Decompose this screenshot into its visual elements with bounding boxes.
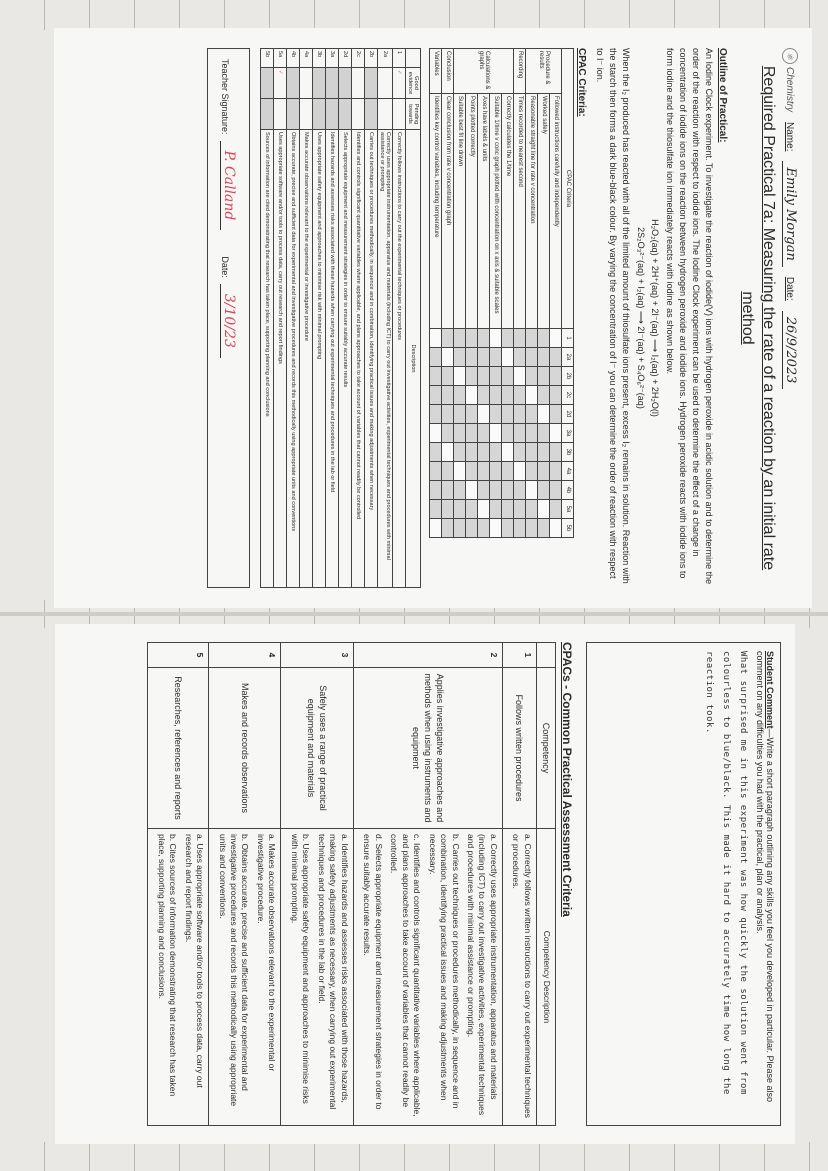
evidence-description: Selects appropriate equipment and measurement strategies in order to ensure suitably accurate results xyxy=(339,130,352,588)
criteria-cell[interactable] xyxy=(514,500,526,519)
criteria-cell[interactable] xyxy=(442,424,454,443)
criteria-cell[interactable] xyxy=(442,405,454,424)
criteria-cell[interactable] xyxy=(478,348,490,367)
num-header xyxy=(536,643,555,668)
criteria-cell[interactable] xyxy=(514,367,526,386)
criteria-cell[interactable] xyxy=(538,519,550,538)
criteria-row xyxy=(478,49,490,538)
criteria-cell[interactable] xyxy=(526,367,538,386)
criteria-column-3b: 3b xyxy=(562,443,574,462)
cpac-criteria-heading: CPAC Criteria: xyxy=(576,48,588,117)
competency-row xyxy=(353,643,502,1126)
criteria-cell[interactable] xyxy=(502,329,514,348)
criteria-cell[interactable] xyxy=(430,500,442,519)
criteria-cell[interactable] xyxy=(538,462,550,481)
student-comment-heading: Student Comment xyxy=(765,651,775,729)
competency-description-item: b. Carries out techniques or procedures methodically, in sequence and in combination, identifying practical issues and making adjustments when necessary. xyxy=(427,834,461,1109)
criteria-text: Followed instructions carefully and independently xyxy=(550,94,562,329)
competency-description-item: b. Uses appropriate safety equipment and approaches to minimise risks with minimal prompting. xyxy=(289,834,312,1104)
atom-icon: ⚛ xyxy=(782,48,798,64)
criteria-row xyxy=(538,49,550,538)
criteria-cell[interactable] xyxy=(430,405,442,424)
good-evidence-cell[interactable]: ✓ xyxy=(274,68,287,99)
evidence-row xyxy=(352,49,365,588)
criteria-cell[interactable] xyxy=(490,386,502,405)
evidence-id: 2c xyxy=(352,49,365,68)
criteria-text: Times recorded to nearest second xyxy=(514,94,526,329)
competency-row xyxy=(502,643,536,1126)
evidence-header: Pending towards xyxy=(406,99,421,130)
criteria-cell[interactable] xyxy=(430,443,442,462)
criteria-cell[interactable] xyxy=(502,481,514,500)
teacher-signature-field[interactable]: P. Calland xyxy=(220,141,237,231)
criteria-cell[interactable] xyxy=(430,329,442,348)
criteria-cell[interactable] xyxy=(478,519,490,538)
evidence-id: 2d xyxy=(339,49,352,68)
criteria-group-label: Recording xyxy=(514,49,526,94)
criteria-cell[interactable] xyxy=(550,405,562,424)
competency-row xyxy=(281,643,353,1126)
criteria-cell[interactable] xyxy=(442,462,454,481)
criteria-cell[interactable] xyxy=(466,424,478,443)
evidence-id: 2a xyxy=(378,49,393,68)
criteria-cell[interactable] xyxy=(514,424,526,443)
evidence-description: Sources of information are cited demonstrating that research has taken place, supporting planning and conclusions xyxy=(261,130,274,588)
criteria-row xyxy=(430,49,442,538)
evidence-row xyxy=(378,49,393,588)
date-field[interactable]: 26/9/2023 xyxy=(782,311,798,390)
page-fold xyxy=(0,612,828,616)
criteria-cell[interactable] xyxy=(550,329,562,348)
criteria-column-4b: 4b xyxy=(562,481,574,500)
criteria-cell[interactable] xyxy=(466,500,478,519)
outline-text: An Iodine Clock experiment. To investigate the reaction of iodide(V) ions with hydrogen peroxide in acidic solution and to determine the order of the reaction with respect to iodide ions. The Iodine Clock experiment can be used to determine the effect of a change in concentration of iodide ions on the reaction between hydrogen peroxide and iodide ions. Hydrogen peroxide reacts with iodide ions to form iodine and the thiosulfate ion immediately reacts with iodine as shown below. xyxy=(665,48,715,585)
criteria-cell[interactable] xyxy=(442,367,454,386)
criteria-group-label: Calculations & graphs xyxy=(454,49,514,94)
criteria-cell[interactable] xyxy=(538,500,550,519)
criteria-cell[interactable] xyxy=(442,519,454,538)
pending-cell[interactable] xyxy=(313,99,326,130)
competency-description-item: a. Uses appropriate software and/or tools to process data, carry out research and report findings. xyxy=(183,834,206,1088)
cpac-assessment-table xyxy=(147,642,556,1126)
evidence-row xyxy=(339,49,352,588)
criteria-column-4a: 4a xyxy=(562,462,574,481)
criteria-cell[interactable] xyxy=(430,462,442,481)
evidence-description: Identifies hazards and assesses risks associated with these hazards when carrying out experimental techniques and procedures in the lab or field xyxy=(326,130,339,588)
criteria-cell[interactable] xyxy=(454,481,466,500)
criteria-cell[interactable] xyxy=(442,329,454,348)
criteria-text: Reasonable straight line for rate v concentration xyxy=(526,94,538,329)
criteria-column-1: 1 xyxy=(562,329,574,348)
worksheet-page xyxy=(54,28,812,608)
criteria-cell[interactable] xyxy=(466,405,478,424)
competency-descriptions xyxy=(281,829,353,1126)
criteria-column-3a: 3a xyxy=(562,424,574,443)
evidence-description: Obtains accurate, precise and sufficient data for experimental and investigative procedures and records this methodically using appropriate units and conventions xyxy=(287,130,300,588)
notebook-lines-top xyxy=(0,0,828,30)
criteria-cell[interactable] xyxy=(478,367,490,386)
criteria-row xyxy=(490,49,502,538)
name-label: Name: xyxy=(784,122,796,152)
good-evidence-cell[interactable] xyxy=(326,68,339,99)
criteria-cell[interactable] xyxy=(502,519,514,538)
criteria-cell[interactable] xyxy=(502,443,514,462)
criteria-cell[interactable] xyxy=(502,424,514,443)
criteria-cell[interactable] xyxy=(430,424,442,443)
outline-heading: Outline of Practical: xyxy=(717,48,729,143)
criteria-cell[interactable] xyxy=(466,329,478,348)
criteria-cell[interactable] xyxy=(502,348,514,367)
pending-cell[interactable] xyxy=(261,99,274,130)
criteria-cell[interactable] xyxy=(430,481,442,500)
criteria-row xyxy=(442,49,454,538)
evidence-row xyxy=(287,49,300,588)
criteria-cell[interactable] xyxy=(490,481,502,500)
criteria-cell[interactable] xyxy=(526,405,538,424)
pending-cell[interactable] xyxy=(287,99,300,130)
criteria-group-label: Procedure & results xyxy=(526,49,562,94)
criteria-cell[interactable] xyxy=(502,386,514,405)
criteria-cell[interactable] xyxy=(478,386,490,405)
criteria-cell[interactable] xyxy=(550,424,562,443)
criteria-cell[interactable] xyxy=(430,367,442,386)
criteria-column-5b: 5b xyxy=(562,519,574,538)
criteria-text: Correctly calculates the 1/time xyxy=(502,94,514,329)
evidence-id: 5a xyxy=(274,49,287,68)
criteria-column-2d: 2d xyxy=(562,405,574,424)
evidence-row xyxy=(300,49,313,588)
competency-description-item: c. Identifies and controls significant quantitative variables where applicable, and plans approaches to take account of variables that cannot readily be controlled. xyxy=(389,834,423,1117)
evidence-row xyxy=(365,49,378,588)
description-header: Competency Description xyxy=(536,829,555,1126)
criteria-header: CPAC Criteria xyxy=(562,49,574,329)
worksheet-header xyxy=(782,48,798,588)
equation-1: H₂O₂(aq) + 2H⁺(aq) + 2I⁻(aq) ⟶ I₂(aq) + 2H₂O(l) xyxy=(650,219,661,417)
student-comment-prompt: —Write a short paragraph outlining any skills you feel you developed in particular. Please also comment on any difficulties you had with the practical, plan or analysis. xyxy=(755,651,775,1103)
competency-number: 3 xyxy=(281,643,353,668)
criteria-cell[interactable] xyxy=(430,519,442,538)
criteria-cell[interactable] xyxy=(502,367,514,386)
student-comment-text[interactable]: What surprised me in this experiment was how quickly the solution went from colourless to blue/black. This made it hard to accurately time how long the reaction took. xyxy=(703,651,748,1095)
competency-name: Makes and records observations xyxy=(209,668,281,829)
competency-name: Safely uses a range of practical equipment and materials xyxy=(281,668,353,829)
criteria-cell[interactable] xyxy=(454,519,466,538)
criteria-text: Identifies key control variables, including temperature xyxy=(430,94,442,329)
evidence-row xyxy=(326,49,339,588)
criteria-text: Suitable 1/time v conc graph plotted with concentration on x axis & suitable scales xyxy=(490,94,502,329)
criteria-cell[interactable] xyxy=(502,500,514,519)
criteria-row xyxy=(514,49,526,538)
evidence-id: 4a xyxy=(300,49,313,68)
competency-number: 2 xyxy=(353,643,502,668)
competency-description-item: a. Makes accurate observations relevant to the experimental or investigative procedure. xyxy=(255,834,278,1072)
evidence-id: 3b xyxy=(313,49,326,68)
good-evidence-cell[interactable] xyxy=(300,68,313,99)
criteria-cell[interactable] xyxy=(466,519,478,538)
evidence-id: 4b xyxy=(287,49,300,68)
criteria-cell[interactable] xyxy=(550,443,562,462)
criteria-text: Worked safely xyxy=(538,94,550,329)
criteria-cell[interactable] xyxy=(514,462,526,481)
criteria-cell[interactable] xyxy=(538,443,550,462)
logo-text: Chemistry xyxy=(784,67,796,113)
criteria-column-2a: 2a xyxy=(562,348,574,367)
competency-number: 1 xyxy=(502,643,536,668)
criteria-cell[interactable] xyxy=(490,405,502,424)
assessment-page xyxy=(55,624,795,1144)
criteria-text: Suitable best fit line drawn xyxy=(454,94,466,329)
pending-cell[interactable] xyxy=(326,99,339,130)
criteria-cell[interactable] xyxy=(466,462,478,481)
good-evidence-cell[interactable] xyxy=(378,68,393,99)
teacher-date-label: Date: xyxy=(220,256,231,278)
pending-cell[interactable] xyxy=(365,99,378,130)
criteria-cell[interactable] xyxy=(454,424,466,443)
evidence-row xyxy=(261,49,274,588)
competency-row xyxy=(209,643,281,1126)
criteria-cell[interactable] xyxy=(526,443,538,462)
criteria-cell[interactable] xyxy=(466,443,478,462)
criteria-column-2c: 2c xyxy=(562,386,574,405)
criteria-cell[interactable] xyxy=(454,329,466,348)
criteria-cell[interactable] xyxy=(514,386,526,405)
good-evidence-cell[interactable] xyxy=(287,68,300,99)
criteria-cell[interactable] xyxy=(478,329,490,348)
criteria-cell[interactable] xyxy=(454,386,466,405)
criteria-cell[interactable] xyxy=(478,481,490,500)
criteria-cell[interactable] xyxy=(490,329,502,348)
good-evidence-cell[interactable] xyxy=(352,68,365,99)
criteria-cell[interactable] xyxy=(466,367,478,386)
criteria-row xyxy=(454,49,466,538)
criteria-cell[interactable] xyxy=(550,500,562,519)
competency-name: Follows written procedures xyxy=(502,668,536,829)
criteria-cell[interactable] xyxy=(442,500,454,519)
criteria-column-5a: 5a xyxy=(562,500,574,519)
criteria-cell[interactable] xyxy=(502,462,514,481)
criteria-cell[interactable] xyxy=(550,386,562,405)
student-comment-box[interactable] xyxy=(586,642,781,1126)
criteria-cell[interactable] xyxy=(430,348,442,367)
criteria-cell[interactable] xyxy=(550,367,562,386)
criteria-cell[interactable] xyxy=(538,348,550,367)
competency-number: 4 xyxy=(209,643,281,668)
evidence-description: Correctly uses appropriate instrumentation, apparatus and materials (including ICT) to carry out investigative activities, experimental techniques and procedures with minimal assistance or prompting xyxy=(378,130,393,588)
criteria-cell[interactable] xyxy=(550,519,562,538)
teacher-signature-label: Teacher Signature: xyxy=(220,59,231,135)
cpac-criteria-table xyxy=(429,48,574,538)
criteria-cell[interactable] xyxy=(550,348,562,367)
competency-description-item: a. Identifies hazards and assesses risks associated with those hazards, making safety adjustments as necessary, when carrying out experimental techniques and procedures in the lab or field. xyxy=(316,834,350,1110)
criteria-cell[interactable] xyxy=(514,519,526,538)
competency-description-item: b. Cites sources of information demonstrating that research has taken place, supporting planning and conclusions. xyxy=(156,834,179,1097)
date-label: Date: xyxy=(784,276,796,301)
criteria-group-label: Variables xyxy=(430,49,442,94)
evidence-header xyxy=(406,49,421,68)
competency-descriptions xyxy=(353,829,502,1126)
criteria-cell[interactable] xyxy=(490,348,502,367)
evidence-description: Identifies and controls significant quantitative variables where applicable, and plans approaches to take account of variables that cannot readily be controlled xyxy=(352,130,365,588)
criteria-cell[interactable] xyxy=(454,462,466,481)
criteria-column-2b: 2b xyxy=(562,367,574,386)
criteria-cell[interactable] xyxy=(538,405,550,424)
criteria-cell[interactable] xyxy=(442,443,454,462)
competency-description-item: a. Correctly follows written instructions to carry out experimental techniques or procedures. xyxy=(511,834,533,1118)
page-title: Required Practical 7a: Measuring the rate of a reaction by an initial rate method xyxy=(739,65,777,571)
criteria-cell[interactable] xyxy=(454,367,466,386)
pending-cell[interactable] xyxy=(352,99,365,130)
competency-name: Applies investigative approaches and methods when using instruments and equipment xyxy=(353,668,502,829)
evidence-id: 1 xyxy=(393,49,406,68)
criteria-cell[interactable] xyxy=(466,348,478,367)
criteria-cell[interactable] xyxy=(490,367,502,386)
criteria-row xyxy=(502,49,514,538)
competency-descriptions xyxy=(148,829,209,1126)
criteria-cell[interactable] xyxy=(478,443,490,462)
good-evidence-cell[interactable]: ✓ xyxy=(393,68,406,99)
cpac-evidence-table xyxy=(260,48,421,588)
criteria-cell[interactable] xyxy=(430,386,442,405)
criteria-text: Axes have labels & units xyxy=(478,94,490,329)
criteria-cell[interactable] xyxy=(454,405,466,424)
competency-row xyxy=(148,643,209,1126)
evidence-description: Uses appropriate software and/or tools to process data, carry out research and report findings xyxy=(274,130,287,588)
competency-name: Researches, references and reports xyxy=(148,668,209,829)
criteria-cell[interactable] xyxy=(514,481,526,500)
criteria-cell[interactable] xyxy=(526,348,538,367)
evidence-header: Good evidence xyxy=(406,68,421,99)
good-evidence-cell[interactable] xyxy=(313,68,326,99)
criteria-cell[interactable] xyxy=(526,500,538,519)
criteria-row xyxy=(550,49,562,538)
teacher-signature-box xyxy=(207,48,250,588)
good-evidence-cell[interactable] xyxy=(261,68,274,99)
evidence-description: Carries out techniques or procedures methodically, in sequence and in combination, identifying practical issues and making adjustments when necessary xyxy=(365,130,378,588)
criteria-cell[interactable] xyxy=(550,481,562,500)
evidence-row xyxy=(313,49,326,588)
criteria-text: Points plotted correctly xyxy=(466,94,478,329)
criteria-cell[interactable] xyxy=(550,462,562,481)
criteria-cell[interactable] xyxy=(490,462,502,481)
criteria-cell[interactable] xyxy=(478,500,490,519)
criteria-cell[interactable] xyxy=(514,329,526,348)
criteria-cell[interactable] xyxy=(538,424,550,443)
criteria-cell[interactable] xyxy=(514,405,526,424)
criteria-cell[interactable] xyxy=(466,481,478,500)
evidence-row xyxy=(393,49,406,588)
evidence-id: 5b xyxy=(261,49,274,68)
criteria-row xyxy=(526,49,538,538)
pending-cell[interactable] xyxy=(274,99,287,130)
name-field[interactable]: Emily Morgan xyxy=(782,161,798,266)
criteria-cell[interactable] xyxy=(514,348,526,367)
criteria-cell[interactable] xyxy=(526,519,538,538)
competency-description-item: b. Obtains accurate, precise and sufficient data for experimental and investigative procedures and records this methodically using appropriate units and conventions. xyxy=(217,834,251,1107)
criteria-cell[interactable] xyxy=(466,386,478,405)
criteria-cell[interactable] xyxy=(454,348,466,367)
competency-header: Competency xyxy=(536,668,555,829)
pending-cell[interactable] xyxy=(378,99,393,130)
criteria-cell[interactable] xyxy=(526,424,538,443)
criteria-cell[interactable] xyxy=(538,329,550,348)
criteria-cell[interactable] xyxy=(478,424,490,443)
criteria-cell[interactable] xyxy=(538,481,550,500)
criteria-cell[interactable] xyxy=(442,348,454,367)
criteria-group-label: Conclusion xyxy=(442,49,454,94)
criteria-cell[interactable] xyxy=(502,405,514,424)
criteria-cell[interactable] xyxy=(490,424,502,443)
criteria-cell[interactable] xyxy=(442,386,454,405)
competency-descriptions xyxy=(209,829,281,1126)
evidence-description: Uses appropriate safety equipment and approaches to minimise risk with minimal prompting xyxy=(313,130,326,588)
criteria-cell[interactable] xyxy=(490,519,502,538)
criteria-cell[interactable] xyxy=(478,405,490,424)
criteria-row xyxy=(466,49,478,538)
criteria-text: Clear conclusion from rate v concentration graph xyxy=(442,94,454,329)
good-evidence-cell[interactable] xyxy=(365,68,378,99)
competency-descriptions xyxy=(502,829,536,1126)
criteria-cell[interactable] xyxy=(526,386,538,405)
competency-description-item: d. Selects appropriate equipment and measurement strategies in order to ensure suitably accurate results. xyxy=(362,834,384,1110)
pending-cell[interactable] xyxy=(339,99,352,130)
competency-number: 5 xyxy=(148,643,209,668)
pending-cell[interactable] xyxy=(300,99,313,130)
teacher-date-field[interactable]: 3/10/23 xyxy=(220,284,237,358)
criteria-cell[interactable] xyxy=(490,500,502,519)
evidence-header: Description xyxy=(406,130,421,588)
criteria-cell[interactable] xyxy=(538,386,550,405)
notebook-lines-bottom xyxy=(0,1142,828,1171)
evidence-description: Correctly follows instructions to carry out the experimental techniques or procedures xyxy=(393,130,406,588)
equation-2: 2S₂O₃²⁻(aq) + I₂(aq) ⟶ 2I⁻(aq) + S₄O₆²⁻(aq) xyxy=(636,227,647,409)
evidence-id: 2b xyxy=(365,49,378,68)
pending-cell[interactable] xyxy=(393,99,406,130)
chemistry-logo xyxy=(782,48,798,112)
criteria-cell[interactable] xyxy=(526,462,538,481)
criteria-cell[interactable] xyxy=(454,443,466,462)
starch-explanation: When the I₂ produced has reacted with all of the limited amount of thiosulfate ions present, excess I₂ remains in solution. Reaction with the starch then forms a dark blue-black colour. By varying the concentration of I⁻ you can determine the order of reaction with respect to I⁻ ion. xyxy=(595,48,632,584)
evidence-row xyxy=(274,49,287,588)
criteria-cell[interactable] xyxy=(526,481,538,500)
evidence-description: Makes accurate observations relevant to the experimental or investigative procedure xyxy=(300,130,313,588)
criteria-cell[interactable] xyxy=(454,500,466,519)
criteria-cell[interactable] xyxy=(514,443,526,462)
competency-description-item: a. Correctly uses appropriate instrumentation, apparatus and materials (including ICT) to carry out investigative activities, experimental techniques and procedures with minimal assistance or prompting. xyxy=(465,834,499,1116)
good-evidence-cell[interactable] xyxy=(339,68,352,99)
cpac-assessment-heading: CPACs - Common Practical Assessment Criteria xyxy=(560,642,574,917)
criteria-cell[interactable] xyxy=(442,481,454,500)
evidence-id: 3a xyxy=(326,49,339,68)
criteria-cell[interactable] xyxy=(490,443,502,462)
criteria-cell[interactable] xyxy=(478,462,490,481)
criteria-cell[interactable] xyxy=(526,329,538,348)
criteria-cell[interactable] xyxy=(538,367,550,386)
